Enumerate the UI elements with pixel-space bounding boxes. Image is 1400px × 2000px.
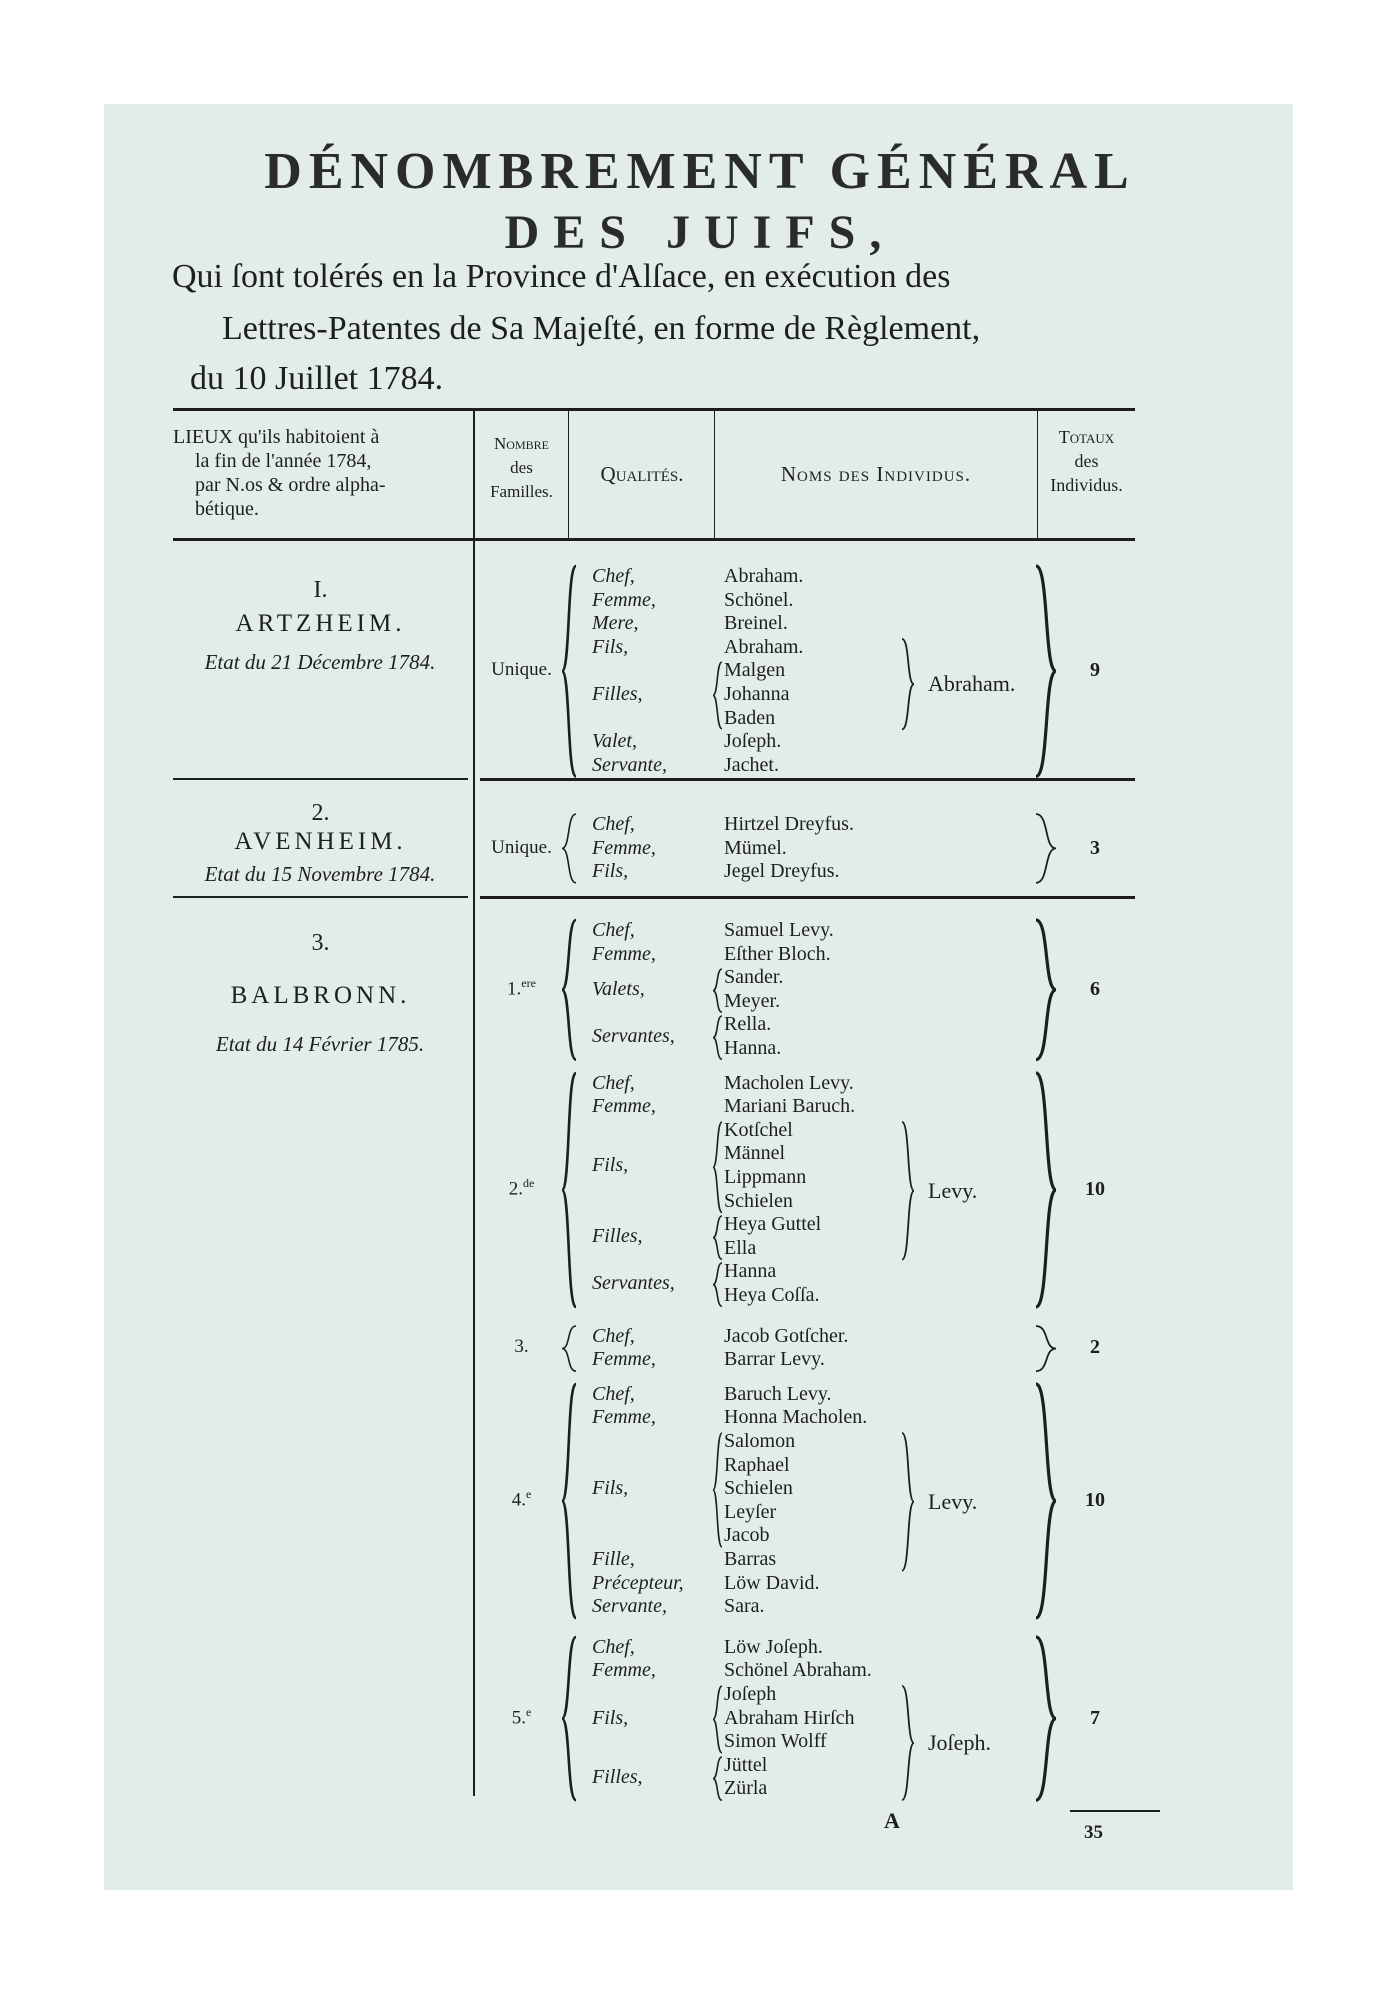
surname-brace-icon xyxy=(902,1686,914,1800)
qualite-label: Servante, xyxy=(592,1595,667,1618)
header-lieux-line: LIEUX qu'ils habitoient à xyxy=(173,426,380,448)
qualite-label: Filles, xyxy=(592,683,643,705)
family-brace-icon xyxy=(562,1326,576,1371)
header-nombre-line: des xyxy=(510,458,533,477)
header-bottom-rule xyxy=(173,538,1135,541)
individual-name: Eſther Bloch. xyxy=(724,942,831,965)
qualite-label: Chef, xyxy=(592,1071,635,1094)
individual-name: Schielen xyxy=(724,1189,793,1212)
family-number-label xyxy=(474,1171,569,1201)
individual-name: Joſeph xyxy=(724,1683,777,1705)
name-group-brace-icon xyxy=(713,1757,722,1800)
place-name: AVENHEIM. xyxy=(234,828,407,855)
header-lieux xyxy=(173,425,468,521)
total-brace-icon xyxy=(1036,1637,1056,1800)
individual-name: Sara. xyxy=(724,1595,765,1618)
family-number-label xyxy=(474,1700,569,1730)
title-line-2: DES JUIFS, xyxy=(504,206,896,259)
name-group-brace-icon xyxy=(713,1122,722,1212)
header-lieux-line: par N.os & ordre alpha- xyxy=(195,474,386,496)
header-totaux-line: des xyxy=(1074,451,1099,471)
qualite-label: Servantes, xyxy=(592,1025,675,1048)
individual-name: Barras xyxy=(724,1548,777,1570)
title-line-1: DÉNOMBREMENT GÉNÉRAL xyxy=(264,143,1136,200)
individual-name: Löw Joſeph. xyxy=(724,1635,823,1658)
qualite-label: Chef, xyxy=(592,1324,635,1347)
qualite-label: Fils, xyxy=(592,1154,629,1177)
signature-mark: A xyxy=(884,1808,900,1833)
family-brace-icon xyxy=(562,814,576,883)
family-label-superscript: de xyxy=(522,1175,535,1190)
surname-brace-icon xyxy=(902,1122,914,1260)
individual-name: Honna Macholen. xyxy=(724,1406,868,1429)
header-lieux-line: bétique. xyxy=(195,498,259,520)
header-totaux xyxy=(1038,425,1135,497)
family-total: 7 xyxy=(1090,1706,1100,1729)
family-label-text: Unique. xyxy=(491,659,552,681)
individual-name: Löw David. xyxy=(724,1571,820,1594)
family-total: 9 xyxy=(1090,659,1100,682)
subtitle-line-1: Qui ſont tolérés en la Province d'Alſace, en exécution des xyxy=(172,258,951,295)
total-brace-icon xyxy=(1036,920,1056,1060)
qualite-label: Valets, xyxy=(592,978,645,1000)
qualite-label: Filles, xyxy=(592,1765,643,1788)
place-etat-date: Etat du 14 Février 1785. xyxy=(215,1032,425,1056)
header-nombre-line: Familles. xyxy=(490,482,553,501)
individual-name: Abraham. xyxy=(724,565,804,587)
family-total: 10 xyxy=(1085,1177,1105,1200)
qualite-label: Femme, xyxy=(592,942,656,965)
individual-name: Leyſer xyxy=(724,1500,777,1523)
individual-name: Hanna. xyxy=(724,1037,782,1059)
row-rule-left-1 xyxy=(173,778,468,780)
header-noms: Noms des Individus. xyxy=(780,462,972,486)
individual-name: Baruch Levy. xyxy=(724,1382,832,1405)
surname-brace-icon xyxy=(902,1433,914,1571)
individual-name: Abraham Hirſch xyxy=(724,1706,855,1729)
place-name: BALBRONN. xyxy=(230,982,411,1009)
qualite-label: Chef, xyxy=(592,919,635,941)
name-group-brace-icon xyxy=(713,1686,722,1753)
individual-name: Jacob xyxy=(724,1524,770,1547)
qualite-label: Chef, xyxy=(592,1382,635,1405)
row-rule-right-1 xyxy=(480,778,1135,781)
qualite-label: Femme, xyxy=(592,1348,656,1371)
individual-name: Salomon xyxy=(724,1430,796,1452)
total-brace-icon xyxy=(1036,814,1056,883)
qualite-label: Femme, xyxy=(592,1406,656,1429)
qualite-label: Fille, xyxy=(592,1548,635,1570)
family-brace-icon xyxy=(562,920,576,1060)
individual-name: Rella. xyxy=(724,1013,772,1036)
qualite-label: Femme, xyxy=(592,1095,656,1118)
individual-name: Jegel Dreyfus. xyxy=(724,860,840,883)
qualite-label: Fils, xyxy=(592,1706,629,1729)
family-total: 10 xyxy=(1085,1489,1105,1511)
place-etat-date: Etat du 15 Novembre 1784. xyxy=(204,862,436,886)
individual-name: Breinel. xyxy=(724,612,788,635)
place-etat-date: Etat du 21 Décembre 1784. xyxy=(204,650,436,674)
total-brace-icon xyxy=(1036,1073,1056,1307)
subtitle-line-3: du 10 Juillet 1784. xyxy=(190,360,444,397)
header-totaux-line: Individus. xyxy=(1050,475,1123,495)
qualite-label: Fils, xyxy=(592,635,629,658)
name-group-brace-icon xyxy=(713,662,722,729)
individual-name: Heya Guttel xyxy=(724,1213,822,1236)
row-rule-right-2 xyxy=(480,896,1135,899)
total-brace-icon xyxy=(1036,566,1056,776)
family-number-label xyxy=(474,1335,569,1359)
family-label-text: 4. xyxy=(511,1489,526,1511)
individual-name: Heya Coſſa. xyxy=(724,1284,820,1306)
individual-name: Jüttel xyxy=(724,1753,768,1776)
family-total: 3 xyxy=(1090,836,1100,859)
surname-brace-icon xyxy=(902,639,914,729)
column-divider-lieux xyxy=(473,411,475,1796)
header-lieux-line: la fin de l'année 1784, xyxy=(195,450,372,472)
individual-name: Raphael xyxy=(724,1453,790,1476)
qualite-label: Valet, xyxy=(592,730,637,753)
individual-name: Sander. xyxy=(724,966,784,989)
page-number: 35 xyxy=(1084,1822,1103,1843)
individual-name: Jachet. xyxy=(724,753,779,776)
header-qualites: Qualités. xyxy=(600,462,684,486)
qualite-label: Précepteur, xyxy=(592,1571,684,1594)
qualite-label: Filles, xyxy=(592,1225,643,1247)
qualite-label: Fils, xyxy=(592,860,629,883)
family-number-label xyxy=(474,658,569,682)
individual-name: Joſeph. xyxy=(724,730,782,753)
family-total: 6 xyxy=(1090,978,1100,1000)
individual-name: Meyer. xyxy=(724,989,781,1012)
family-brace-icon xyxy=(562,1073,576,1307)
family-surname: Levy. xyxy=(928,1177,978,1203)
individual-name: Schielen xyxy=(724,1477,793,1500)
qualite-label: Servantes, xyxy=(592,1272,675,1295)
family-label-superscript: e xyxy=(525,1704,532,1719)
place-number: 3. xyxy=(311,930,330,956)
individual-name: Lippmann xyxy=(724,1166,807,1188)
qualite-label: Chef, xyxy=(592,813,635,835)
place-number: 2. xyxy=(311,800,330,826)
name-group-brace-icon xyxy=(713,969,722,1012)
name-group-brace-icon xyxy=(713,1263,722,1306)
qualite-label: Chef, xyxy=(592,565,635,587)
individual-name: Ella xyxy=(724,1236,757,1259)
family-label-superscript: e xyxy=(525,1487,532,1501)
family-label-text: 3. xyxy=(514,1336,529,1358)
family-label-text: 1. xyxy=(507,978,522,1000)
place-name: ARTZHEIM. xyxy=(235,610,406,637)
header-totaux-line: Totaux xyxy=(1058,427,1115,447)
individual-name: Barrar Levy. xyxy=(724,1348,825,1371)
family-brace-icon xyxy=(562,566,576,776)
family-number-label xyxy=(474,1482,569,1512)
family-surname: Joſeph. xyxy=(928,1730,991,1756)
family-brace-icon xyxy=(562,1637,576,1800)
family-total: 2 xyxy=(1090,1336,1100,1359)
page-number-rule xyxy=(1070,1810,1160,1812)
family-surname: Levy. xyxy=(928,1489,978,1514)
individual-name: Jacob Gotſcher. xyxy=(724,1324,849,1347)
individual-name: Malgen xyxy=(724,659,786,682)
total-brace-icon xyxy=(1036,1384,1056,1618)
individual-name: Mariani Baruch. xyxy=(724,1095,856,1118)
individual-name: Baden xyxy=(724,706,776,729)
name-group-brace-icon xyxy=(713,1216,722,1259)
family-label-text: 5. xyxy=(511,1706,526,1728)
individual-name: Hirtzel Dreyfus. xyxy=(724,813,854,835)
table-top-rule xyxy=(173,408,1135,411)
individual-name: Kotſchel xyxy=(724,1118,793,1141)
individual-name: Männel xyxy=(724,1142,786,1165)
individual-name: Johanna xyxy=(724,683,790,705)
total-brace-icon xyxy=(1036,1326,1056,1371)
qualite-label: Chef, xyxy=(592,1635,635,1658)
place-number: I. xyxy=(313,577,328,603)
name-group-brace-icon xyxy=(713,1016,722,1059)
individual-name: Simon Wolff xyxy=(724,1730,827,1753)
qualite-label: Femme, xyxy=(592,836,656,859)
header-nombre-line: Nombre xyxy=(494,434,549,453)
family-number-label xyxy=(474,971,569,1001)
individual-name: Mümel. xyxy=(724,836,787,859)
row-rule-left-2 xyxy=(173,896,468,898)
family-brace-icon xyxy=(562,1384,576,1618)
individual-name: Abraham. xyxy=(724,635,804,658)
qualite-label: Femme, xyxy=(592,1659,656,1682)
family-label-superscript: ere xyxy=(521,976,536,990)
subtitle-line-2: Lettres-Patentes de Sa Majeſté, en forme de Règlement, xyxy=(222,310,981,347)
family-label-text: 2. xyxy=(508,1178,523,1200)
family-surname: Abraham. xyxy=(928,671,1016,697)
qualite-label: Mere, xyxy=(592,612,639,635)
qualite-label: Fils, xyxy=(592,1477,629,1500)
qualite-label: Servante, xyxy=(592,753,667,776)
individual-name: Schönel Abraham. xyxy=(724,1659,872,1682)
individual-name: Schönel. xyxy=(724,588,794,611)
family-label-text: Unique. xyxy=(491,836,552,858)
individual-name: Macholen Levy. xyxy=(724,1071,854,1094)
name-group-brace-icon xyxy=(713,1433,722,1547)
individual-name: Samuel Levy. xyxy=(724,919,834,941)
qualite-label: Femme, xyxy=(592,588,656,611)
header-nombre xyxy=(474,432,569,504)
family-number-label xyxy=(474,836,569,860)
individual-name: Hanna xyxy=(724,1260,777,1283)
individual-name: Zürla xyxy=(724,1777,768,1800)
